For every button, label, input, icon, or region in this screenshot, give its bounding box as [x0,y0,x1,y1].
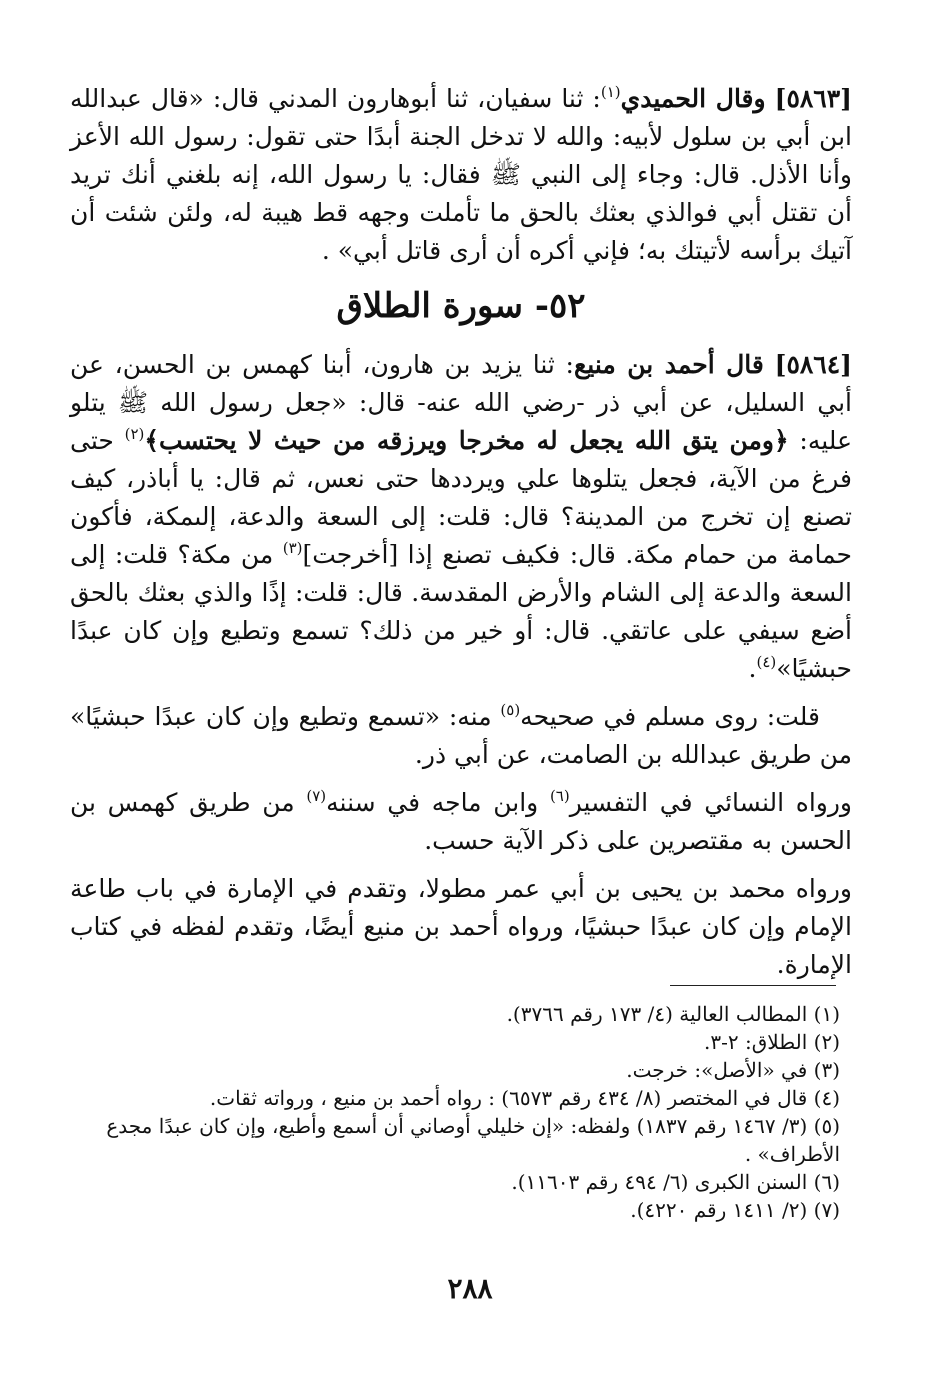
footnotes [70,1000,840,1224]
quran-verse: ﴿ومن يتق الله يجعل له مخرجا ويرزقه من حيث لا يحتسب﴾ [144,426,789,455]
narrator: وقال الحميدي [620,84,766,113]
entry-number: [٥٨٦٣] [774,84,852,113]
footnote-divider [670,985,836,986]
narrator: قال أحمد بن منيع [573,350,764,379]
footnote-ref: (٦) [549,787,570,805]
footnote-ref: (٤) [756,653,777,671]
footnote-ref: (١) [600,83,621,101]
commentary-text: ورواه النسائي في التفسير [569,788,853,817]
commentary-text: منه: «تسمع وتطيع وإن كان عبدًا حبشيًا» من طريق عبدالله بن الصامت، عن أبي ذر. [70,702,852,769]
hadith-5863 [70,80,852,270]
commentary-paragraph: ورواه محمد بن يحيى بن أبي عمر مطولا، وتقدم في الإمارة في باب طاعة الإمام وإن كان عبدًا حبشيًا، ورواه أحمد بن منيع أيضًا، وتقدم لفظه في كتاب الإمارة. [70,874,852,979]
commentary-paragraph [70,784,852,860]
hadith-text: : ثنا سفيان، ثنا أبوهارون المدني قال: «قال عبدالله ابن أبي بن سلول لأبيه: والله لا تدخل الجنة أبدًا حتى تقول: رسول الله الأعز وأنا الأذل. قال: وجاء إلى النبي ﷺ فقال: يا رسول الله، إنه بلغني أنك تريد أن تقتل أبي فوالذي بعثك بالحق ما تأملت وجهه قط هيبة له، ولئن شئت أن آتيك برأسه لأتيتك به؛ فإني أكره أن أرى قاتل أبي» . [70,84,852,265]
hadith-text: حتى فرغ من الآية، فجعل يتلوها علي ويرددها حتى نعس، ثم قال: يا أباذر، كيف تصنع إن تخرج من المدينة؟ قال: قلت: إلى السعة والدعة، إلىمكة، فأكون حمامة من حمام مكة. قال: فكيف تصنع إذا [أخرجت] [70,426,852,569]
commentary-text: وابن ماجه في سننه [326,788,550,817]
footnote-ref: (٧) [306,787,327,805]
hadith-text: من مكة؟ قلت: إلى السعة والدعة إلى الشام والأرض المقدسة. قال: قلت: إذًا والذي بعثك بالحق أضع سيفي على عاتقي. قال: أو خير من ذلك؟ تسمع وتطيع وإن كان عبدًا حبشيًا» [70,540,852,683]
footnote: (٣) في «الأصل»: خرجت. [626,1058,840,1082]
hadith-text: : ثنا يزيد بن هارون، أبنا كهمس بن الحسن، عن أبي السليل، عن أبي ذر -رضي الله عنه- قال: «جعل رسول الله ﷺ يتلو عليه: [70,350,852,455]
footnote-ref: (٢) [124,425,145,443]
footnote: (٢) الطلاق: ٢-٣. [704,1030,840,1054]
footnote-ref: (٥) [500,701,521,719]
footnote: (١) المطالب العالية (٤/ ١٧٣ رقم ٣٧٦٦). [506,1002,840,1026]
footnote-ref: (٣) [282,539,303,557]
page-number: ٢٨٨ [447,1272,493,1305]
chapter-title: ٥٢- سورة الطلاق [336,286,586,326]
commentary-paragraph [70,698,852,774]
commentary-text: قلت: روى مسلم في صحيحه [520,702,821,731]
hadith-5864 [70,346,852,688]
hadith-text: . [748,654,757,683]
commentary-text: من طريق كهمس بن الحسن به مقتصرين على ذكر الآية حسب. [70,788,852,855]
footnote: (٥) (٣/ ١٤٦٧ رقم ١٨٣٧) ولفظه: «إن خليلي أوصاني أن أسمع وأطيع، وإن كان عبدًا مجدع الأطراف» . [106,1114,840,1166]
footnote: (٧) (٢/ ١٤١١ رقم ٤٢٢٠). [630,1198,840,1222]
footnote: (٤) قال في المختصر (٨/ ٤٣٤ رقم ٦٥٧٣) : رواه أحمد بن منيع ، ورواته ثقات. [209,1086,840,1110]
main-text [70,80,852,994]
footnote: (٦) السنن الكبرى (٦/ ٤٩٤ رقم ١١٦٠٣). [511,1170,840,1194]
entry-number: [٥٨٦٤] [774,350,852,379]
